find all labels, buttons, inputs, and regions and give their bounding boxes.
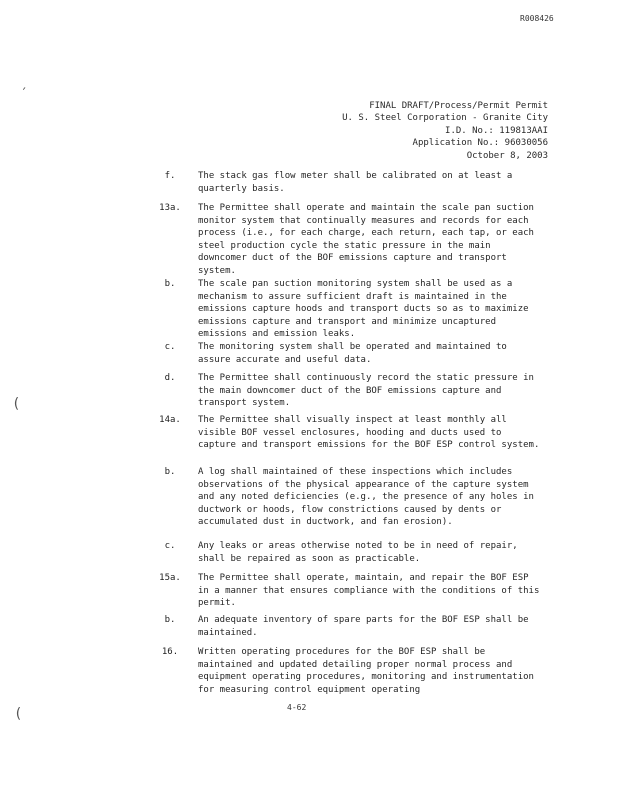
condition-text: The stack gas flow meter shall be calibrated on at least a quarterly basis. [198, 171, 513, 194]
page-number: 4-62 [287, 703, 307, 712]
condition-text: The Permittee shall operate, maintain, and repair the BOF ESP in a manner that ensures compliance with the conditions of this permit. [198, 573, 540, 609]
condition-text: The monitoring system shall be operated and maintained to assure accurate and useful data. [198, 342, 507, 365]
condition-text: A log shall maintained of these inspections which includes observations of the physical appearance of the capture system and any noted deficiencies (e.g., the presence of any holes in ductwork or hoods, flow constrictions caused by dents or accumulated dust in ductwork, and fan erosion). [198, 467, 534, 528]
hole-punch-mark-top: ′ [20, 86, 29, 102]
condition-text: The Permittee shall operate and maintain the scale pan suction monitor system that continually measures and records for each process (i.e., for each charge, each return, each tap, or each steel production cycle the static pressure in the main downcomer duct of the BOF emissions capture and transport system. [198, 203, 534, 276]
header-title: FINAL DRAFT/Process/Permit Permit [369, 101, 548, 111]
header-id-number: I.D. No.: 119813AAI [445, 125, 548, 136]
condition-number: 13a. [159, 203, 181, 213]
header-date: October 8, 2003 [466, 150, 548, 161]
permit-header [318, 100, 548, 162]
condition-number: 16. [161, 647, 179, 657]
condition-number: b. [164, 615, 176, 625]
condition-number: b. [164, 467, 176, 477]
condition-number: c. [164, 342, 176, 352]
condition-text: The scale pan suction monitoring system shall be used as a mechanism to assure sufficient draft is maintained in the emissions capture hoods and transport ducts so as to maximize emissions capture and transport and minimize uncaptured emissions and emission leaks. [198, 279, 529, 340]
condition-number: b. [164, 279, 176, 289]
document-id: R008426 [520, 14, 554, 23]
hole-punch-mark-middle: ( [12, 396, 21, 412]
condition-text: An adequate inventory of spare parts for the BOF ESP shall be maintained. [198, 615, 529, 638]
condition-number: 14a. [159, 415, 181, 425]
condition-number: c. [164, 541, 176, 551]
condition-number: d. [164, 373, 176, 383]
condition-text: The Permittee shall continuously record the static pressure in the main downcomer duct of the BOF emissions capture and transport system. [198, 373, 534, 409]
condition-text: Any leaks or areas otherwise noted to be in need of repair, shall be repaired as soon as practicable. [198, 541, 518, 564]
header-application-number: Application No.: 96030056 [412, 138, 548, 149]
header-company: U. S. Steel Corporation - Granite City [342, 113, 548, 124]
condition-text: The Permittee shall visually inspect at least monthly all visible BOF vessel enclosures, hooding and ducts used to capture and transport emissions for the BOF ESP control system. [198, 415, 540, 451]
condition-number: f. [164, 171, 176, 181]
condition-text: Written operating procedures for the BOF ESP shall be maintained and updated detailing proper normal process and equipment operating procedures, monitoring and instrumentation for measuring control equipment operating [198, 647, 534, 695]
condition-number: 15a. [159, 573, 181, 583]
hole-punch-mark-bottom: ( [14, 706, 23, 722]
